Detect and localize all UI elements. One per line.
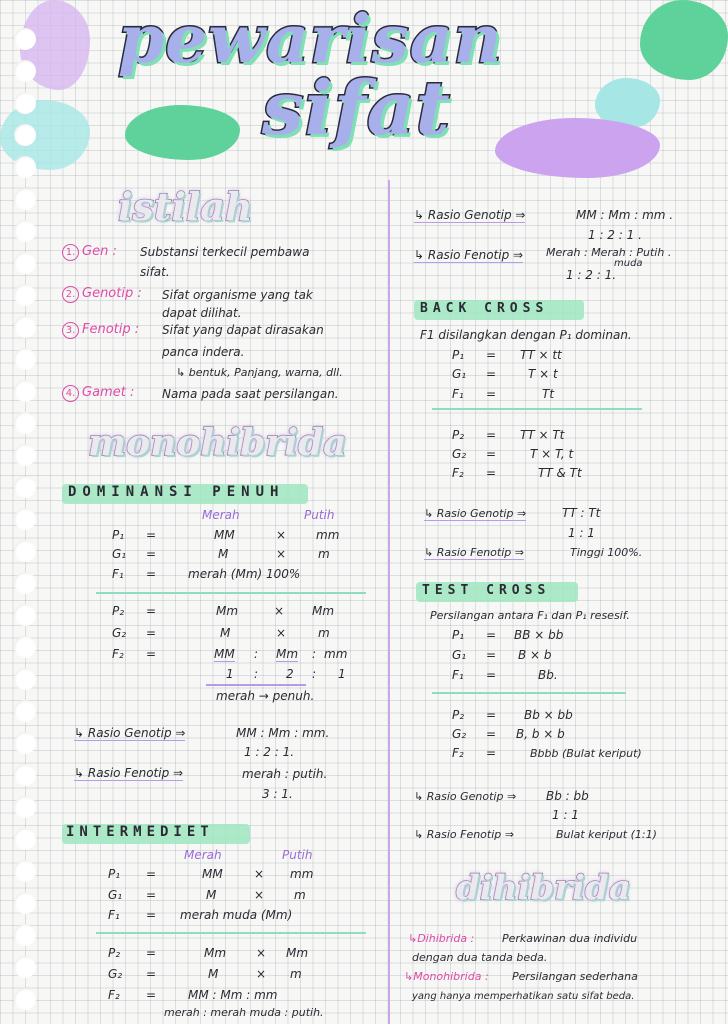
dominansi-bracket — [206, 684, 306, 686]
intermediet-merah-label: Merah — [184, 848, 222, 862]
monohibrida-term: ↳Monohibrida : — [404, 970, 489, 983]
dominansi-heading: DOMINANSI PENUH — [68, 484, 285, 500]
right-rasio-fenotip-value: Merah : Merah : Putih . — [546, 246, 672, 259]
intermediet-separator — [96, 932, 366, 934]
test-cross-desc: Persilangan antara F₁ dan P₁ resesif. — [430, 609, 630, 622]
back-cross-rasio-genotip-ratio: 1 : 1 — [568, 526, 595, 540]
dominansi-rasio-fenotip-label: ↳ Rasio Fenotip ⇒ — [74, 766, 184, 780]
intermediet-heading: INTERMEDIET — [66, 824, 214, 840]
dominansi-rasio-genotip-ratio: 1 : 2 : 1. — [244, 745, 295, 759]
test-cross-rasio-genotip-ratio: 1 : 1 — [552, 808, 579, 822]
term-fenotip: Fenotip — [82, 322, 131, 337]
term-genotip: Genotip — [82, 286, 134, 301]
back-cross-rasio-genotip-label: ↳ Rasio Genotip ⇒ — [424, 507, 527, 520]
right-rasio-fenotip-ratio: 1 : 2 : 1. — [566, 268, 617, 282]
monohibrida-heading: monohibrida — [88, 422, 347, 464]
column-divider — [388, 180, 390, 1024]
decor-blob-green-center — [125, 105, 240, 160]
right-rasio-genotip-ratio: 1 : 2 : 1 . — [588, 228, 642, 242]
intermediet-putih-label: Putih — [282, 848, 313, 862]
right-rasio-genotip-label: ↳ Rasio Genotip ⇒ — [414, 208, 526, 222]
back-cross-desc: F1 disilangkan dengan P₁ dominan. — [420, 328, 632, 342]
monohibrida-def-line1: Persilangan sederhana — [512, 970, 638, 983]
dihibrida-heading: dihibrida — [456, 868, 631, 908]
dominansi-merah-label: Merah — [202, 508, 240, 522]
dominansi-arrow-line: merah → penuh. — [216, 689, 315, 703]
dominansi-rasio-genotip-value: MM : Mm : mm. — [236, 726, 330, 740]
test-cross-rasio-genotip-label: ↳ Rasio Genotip ⇒ — [414, 790, 517, 803]
right-rasio-fenotip-muda: muda — [614, 258, 643, 269]
term-gamet: Gamet — [82, 385, 126, 400]
test-cross-separator — [432, 692, 626, 694]
back-cross-rasio-genotip-value: TT : Tt — [562, 506, 601, 520]
dominansi-rasio-genotip-label: ↳ Rasio Genotip ⇒ — [74, 726, 186, 740]
back-cross-rasio-fenotip-value: Tinggi 100%. — [570, 546, 643, 559]
back-cross-rasio-fenotip-label: ↳ Rasio Fenotip ⇒ — [424, 546, 524, 559]
test-cross-rasio-genotip-value: Bb : bb — [546, 789, 589, 803]
decor-blob-purple-right — [495, 118, 660, 178]
dominansi-rasio-fenotip-ratio: 3 : 1. — [262, 787, 293, 801]
page-title-line2: sifat — [262, 66, 451, 152]
dihibrida-def-line1: Perkawinan dua individu — [502, 932, 638, 945]
test-cross-rasio-fenotip-value: Bulat keriput (1:1) — [556, 828, 657, 841]
dominansi-putih-label: Putih — [304, 508, 335, 522]
notebook-page: pewarisan sifat istilah 1. Gen : Substansi terkecil pembawa sifat. 2. Genotip : Sifat organisme yang tak dapat dilihat. 3. Fenotip : Sifat yang dapat dirasakan panca indera. ↳ bentuk, Panjang, warna, dll. 4. Gamet : Nama pada saat persilangan. monohibrida DOMINANSI PENUH Merah Putih P₁ = MM × mm G₁ = M × m F₁ = merah (Mm) 100% P₂ = Mm × Mm G₂ = M × m F₂ = MM : Mm : mm 1 : 2 : 1 merah → penuh. ↳ Rasio Genotip ⇒ MM : Mm : mm. 1 : 2 : 1. ↳ Rasio Fenotip ⇒ merah : putih. 3 : 1. INTERMEDIET Merah Putih P₁ = MM × mm G₁ = M × m F₁ = merah muda (Mm) P₂ = Mm × Mm G₂ = M × m F₂ = MM : Mm : mm merah : merah muda : putih. ↳ Rasio Genotip ⇒ MM : Mm : mm . 1 : 2 : 1 . ↳ Rasio Fenotip ⇒ Merah : Merah : Putih . muda 1 : 2 : 1. BACK CROSS F1 disilangkan dengan P₁ dominan. P₁ = TT × tt G₁ = T × t F₁ = Tt P₂ = TT × Tt G₂ = T × T, t F₂ = TT & Tt ↳ Rasio Genotip ⇒ TT : Tt 1 : 1 ↳ Rasio Fenotip ⇒ Tinggi 100%. TEST CROSS Persilangan antara F₁ dan P₁ resesif. P₁ = BB × bb G₁ = B × b F₁ = Bb. P₂ = Bb × bb G₂ = B, b × b F₂ = Bbbb (Bulat keriput) ↳ Rasio Genotip ⇒ Bb : bb 1 : 1 ↳ Rasio Fenotip ⇒ Bulat keriput (1:1) dihibrida ↳Dihibrida : Perkawinan dua individu dengan dua tanda beda. ↳Monohibrida : Persilangan sederhana yang hanya memperhatikan satu sifat beda. — [0, 0, 728, 1024]
monohibrida-def-line2: yang hanya memperhatikan satu sifat beda. — [412, 991, 635, 1002]
page-title-line1: pewarisan — [118, 0, 503, 78]
test-cross-rasio-fenotip-label: ↳ Rasio Fenotip ⇒ — [414, 828, 514, 841]
dominansi-separator — [96, 592, 366, 594]
test-cross-heading: TEST CROSS — [422, 583, 551, 598]
intermediet-bottom-line: merah : merah muda : putih. — [164, 1006, 324, 1019]
back-cross-separator — [432, 408, 642, 410]
dominansi-rasio-fenotip-value: merah : putih. — [242, 767, 328, 781]
dihibrida-def-line2: dengan dua tanda beda. — [412, 951, 548, 964]
right-rasio-genotip-value: MM : Mm : mm . — [576, 208, 674, 222]
decor-blob-green-top-right — [640, 0, 728, 80]
back-cross-heading: BACK CROSS — [420, 301, 549, 316]
dihibrida-term: ↳Dihibrida : — [408, 932, 475, 945]
right-rasio-fenotip-label: ↳ Rasio Fenotip ⇒ — [414, 248, 524, 262]
term-gen: Gen — [82, 244, 109, 259]
istilah-heading: istilah — [118, 184, 253, 229]
